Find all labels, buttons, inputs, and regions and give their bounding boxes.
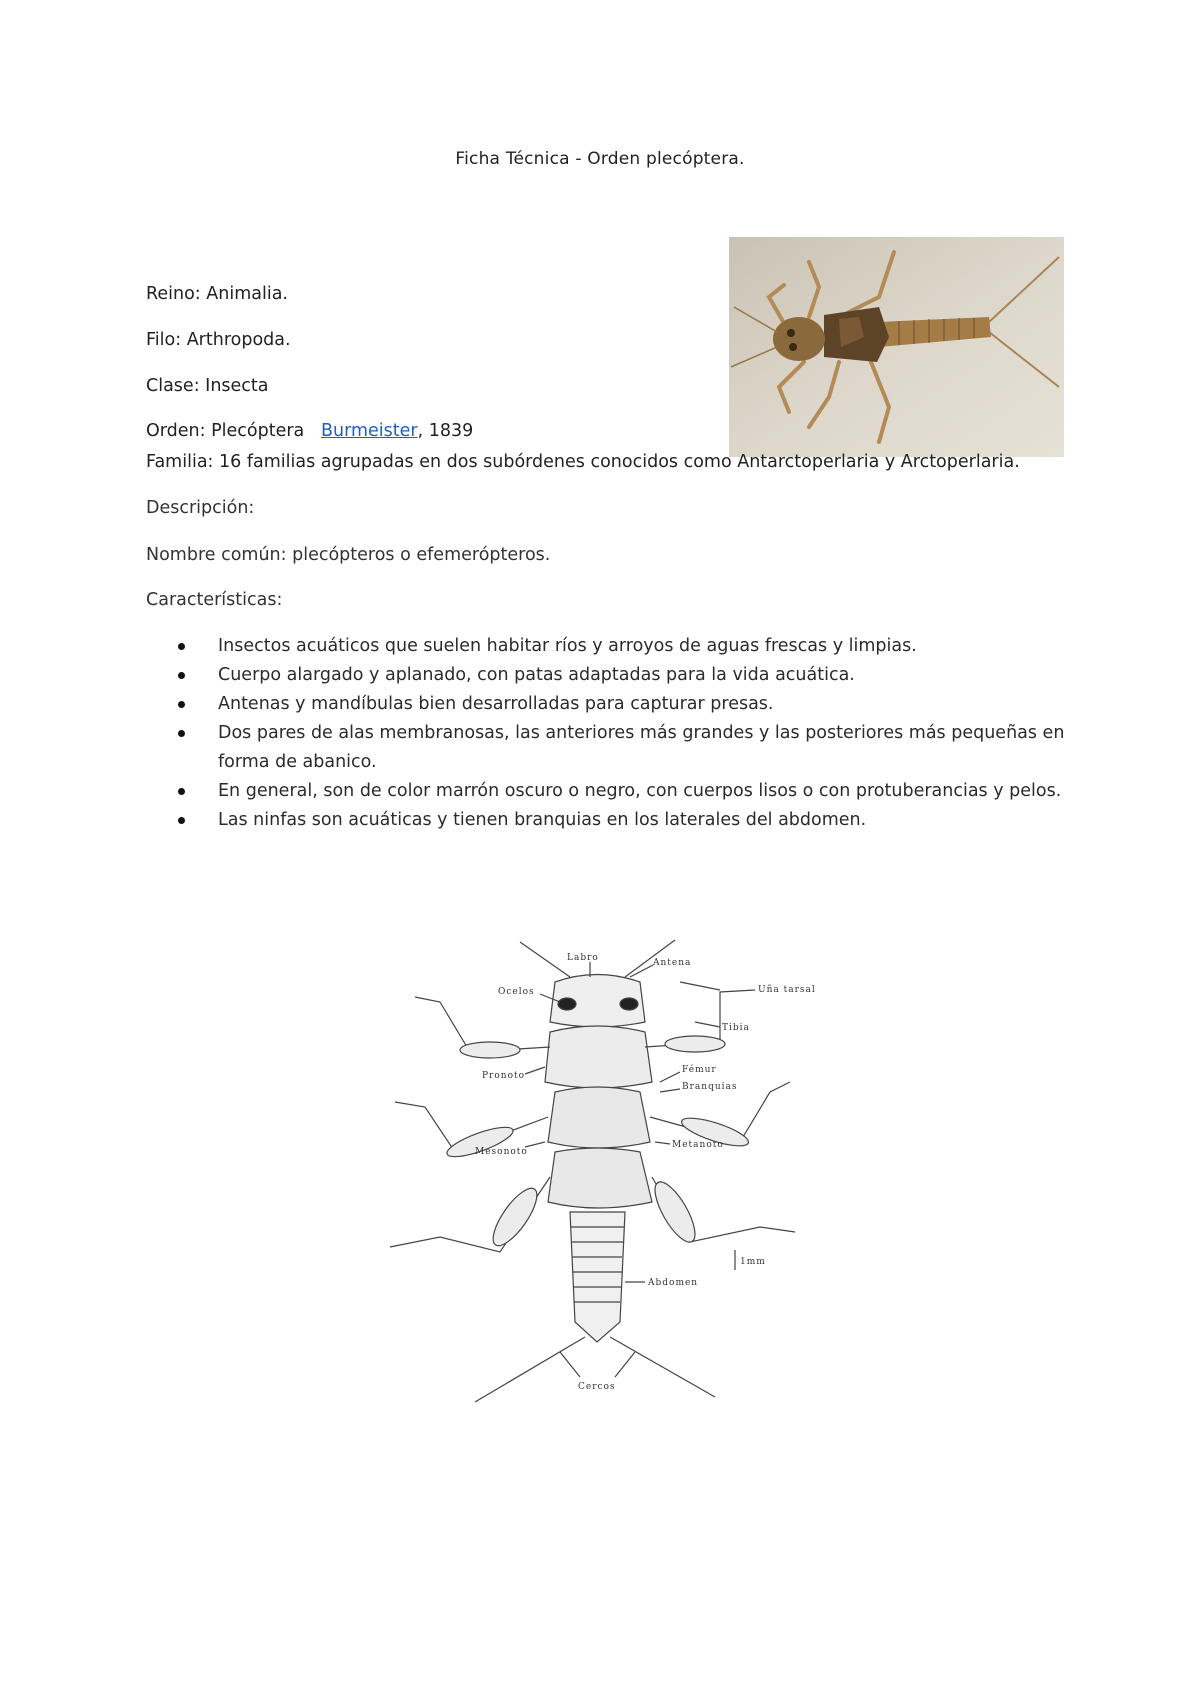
orden-year: , 1839: [417, 421, 474, 441]
label-una-tarsal: Uña tarsal: [758, 985, 816, 995]
description-heading: Descripción:: [146, 498, 255, 518]
document-title: Ficha Técnica - Orden plecóptera.: [455, 149, 745, 169]
list-item: [178, 777, 1078, 806]
bullet-icon: [178, 643, 185, 650]
label-antena: Antena: [653, 958, 692, 968]
feature-text: Las ninfas son acuáticas y tienen branquias en los laterales del abdomen.: [218, 810, 867, 830]
reino-value: Animalia.: [206, 284, 288, 304]
clase-value: Insecta: [205, 376, 269, 396]
label-femur: Fémur: [682, 1065, 717, 1075]
taxonomy-orden: [146, 421, 473, 441]
filo-label: Filo:: [146, 330, 182, 350]
label-labro: Labro: [567, 953, 599, 963]
taxonomy-reino: [146, 284, 288, 304]
stonefly-photo: [729, 237, 1064, 457]
features-heading: Características:: [146, 590, 283, 610]
burmeister-link[interactable]: Burmeister: [320, 421, 418, 441]
bullet-icon: [178, 701, 185, 708]
feature-text: Antenas y mandíbulas bien desarrolladas para capturar presas.: [218, 694, 774, 714]
feature-text: Cuerpo alargado y aplanado, con patas adaptadas para la vida acuática.: [218, 665, 855, 685]
orden-label: Orden:: [146, 421, 206, 441]
orden-value: Plecóptera: [211, 421, 305, 441]
taxonomy-familia: [146, 452, 1020, 472]
taxonomy-filo: [146, 330, 291, 350]
bullet-icon: [178, 817, 185, 824]
familia-label: Familia:: [146, 452, 214, 472]
label-mesonoto: Mesonoto: [475, 1147, 528, 1157]
taxonomy-clase: [146, 376, 269, 396]
label-ocelos: Ocelos: [498, 987, 535, 997]
bullet-icon: [178, 730, 185, 737]
label-scale: 1mm: [740, 1257, 766, 1267]
list-item: [178, 806, 1078, 835]
list-item: [178, 719, 1078, 777]
common-name: Nombre común: plecópteros o efemerópteros.: [146, 545, 551, 565]
label-tibia: Tibia: [722, 1023, 750, 1033]
familia-value: 16 familias agrupadas en dos subórdenes conocidos como Antarctoperlaria y Arctoperlaria.: [219, 452, 1020, 472]
label-abdomen: Abdomen: [648, 1278, 699, 1288]
list-item: [178, 661, 1078, 690]
filo-value: Arthropoda.: [186, 330, 291, 350]
feature-text: Insectos acuáticos que suelen habitar ríos y arroyos de aguas frescas y limpias.: [218, 636, 917, 656]
bullet-icon: [178, 788, 185, 795]
list-item: [178, 632, 1078, 661]
clase-label: Clase:: [146, 376, 200, 396]
label-metanoto: Metanoto: [672, 1140, 724, 1150]
features-list: [178, 632, 1078, 835]
feature-text: Dos pares de alas membranosas, las anteriores más grandes y las posteriores más pequeñas en forma de abanico.: [218, 723, 1065, 772]
label-branquias: Branquias: [682, 1082, 738, 1092]
label-cercos: Cercos: [578, 1382, 616, 1392]
reino-label: Reino:: [146, 284, 201, 304]
list-item: [178, 690, 1078, 719]
label-pronoto: Pronoto: [482, 1071, 526, 1081]
anatomy-diagram: [370, 932, 870, 1432]
bullet-icon: [178, 672, 185, 679]
feature-text: En general, son de color marrón oscuro o negro, con cuerpos lisos o con protuberancias y pelos.: [218, 781, 1062, 801]
